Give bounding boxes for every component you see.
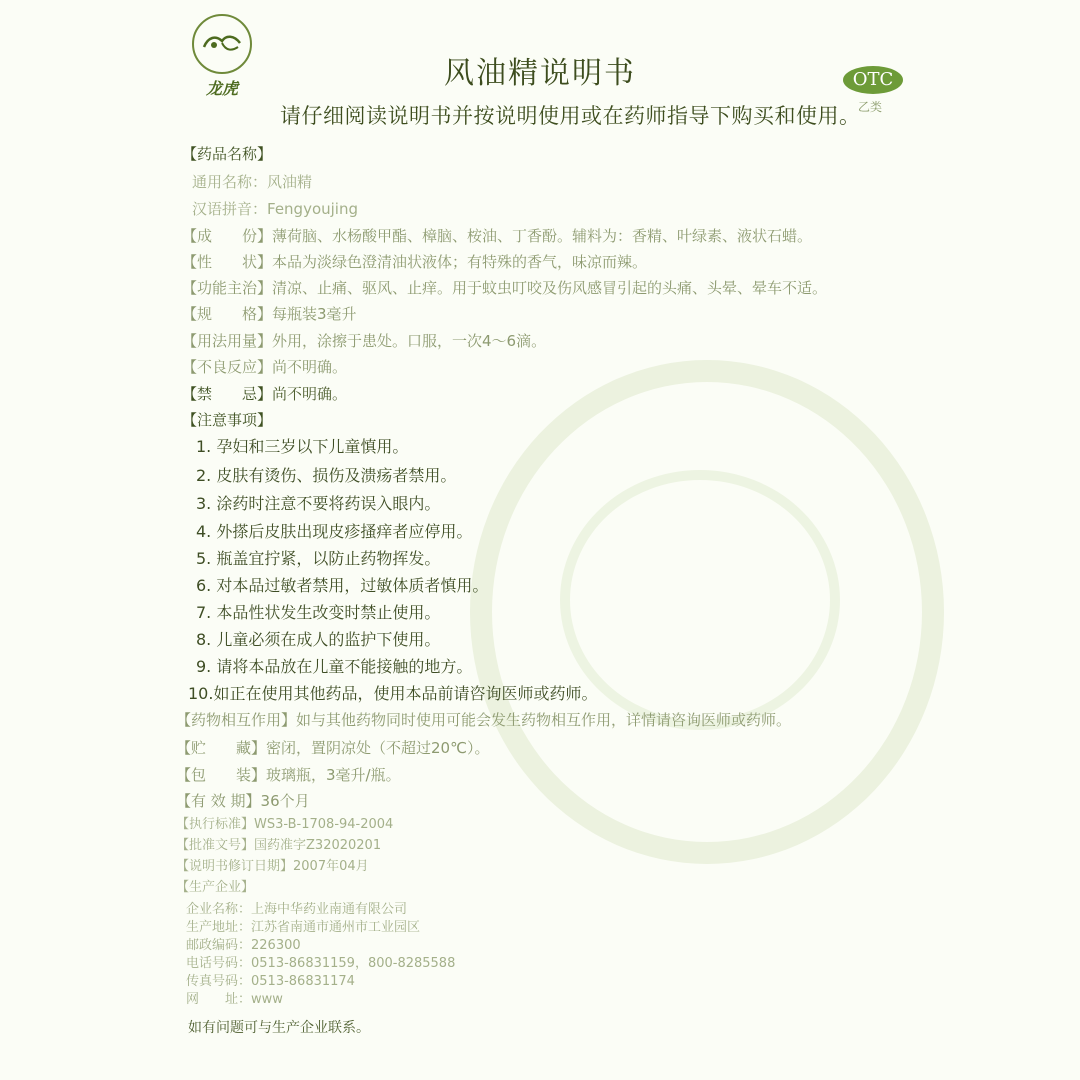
field-label: 【有 效 期】: [176, 792, 261, 810]
company-line: [186, 972, 355, 992]
precaution-item: 7. 本品性状发生改变时禁止使用。: [196, 603, 441, 622]
field-value: 本品为淡绿色澄清油状液体；有特殊的香气，味凉而辣。: [272, 253, 648, 271]
field-label: 【性 状】: [182, 253, 273, 271]
field-value: Fengyoujing: [267, 200, 359, 218]
field-adverse-reactions: [182, 357, 347, 377]
field-label: 【包 装】: [176, 766, 267, 784]
field-label: 通用名称：: [192, 173, 268, 191]
field-value: 风油精: [267, 173, 313, 191]
instruction-subtitle: 请仔细阅读说明书并按说明使用或在药师指导下购买和使用。: [280, 104, 861, 128]
company-text: 传真号码：0513-86831174: [186, 974, 355, 989]
field-shelf-life: [176, 791, 310, 811]
field-drug-name: [182, 144, 272, 164]
field-label: 【成 份】: [182, 227, 273, 245]
company-text: 电话号码：0513-86831159，800-8285588: [186, 956, 456, 971]
field-ingredients: [182, 226, 812, 246]
company-text: 企业名称：上海中华药业南通有限公司: [186, 902, 408, 917]
field-label: 【说明书修订日期】: [176, 859, 294, 874]
field-label: 【药品名称】: [182, 145, 273, 163]
precaution-item: 4. 外搽后皮肤出现皮疹搔痒者应停用。: [196, 522, 473, 541]
field-label: 【规 格】: [182, 305, 273, 323]
field-contraindications: [182, 384, 347, 404]
field-value: 清凉、止痛、驱风、止痒。用于蚊虫叮咬及伤风感冒引起的头痛、头晕、晕车不适。: [272, 279, 828, 297]
precaution-item: 1. 孕妇和三岁以下儿童慎用。: [196, 437, 409, 456]
field-value: 国药准字Z32020201: [254, 838, 382, 853]
field-common-name: [192, 172, 312, 192]
field-label: 【批准文号】: [176, 838, 255, 853]
company-line: [186, 936, 301, 956]
logo-text: 龙虎: [205, 79, 238, 98]
field-value: 薄荷脑、水杨酸甲酯、樟脑、桉油、丁香酚。辅料为：香精、叶绿素、液状石蜡。: [272, 227, 813, 245]
field-standard: [176, 815, 393, 835]
field-manufacturer-header: [176, 878, 254, 898]
company-text: 生产地址：江苏省南通市通州市工业园区: [186, 920, 421, 935]
field-label: 【贮 藏】: [176, 739, 267, 757]
field-packaging: [176, 765, 401, 785]
field-value: 每瓶装3毫升: [272, 305, 357, 323]
precaution-item: 10.如正在使用其他药品，使用本品前请咨询医师或药师。: [188, 684, 598, 703]
field-storage: [176, 738, 489, 758]
company-line: [186, 918, 420, 938]
contact-note: 如有问题可与生产企业联系。: [188, 1020, 370, 1036]
otc-class-label: 乙类: [858, 100, 883, 114]
field-label: 【功能主治】: [182, 279, 273, 297]
field-approval-number: [176, 836, 381, 856]
precaution-item: 9. 请将本品放在儿童不能接触的地方。: [196, 657, 473, 676]
company-line: [186, 900, 407, 920]
field-value: WS3-B-1708-94-2004: [254, 817, 394, 832]
company-text: 邮政编码：226300: [186, 938, 301, 953]
field-value: 外用，涂擦于患处。口服，一次4～6滴。: [272, 332, 547, 350]
company-line: [186, 990, 283, 1010]
field-appearance: [182, 252, 647, 272]
field-value: 2007年04月: [293, 859, 369, 874]
precaution-item: 3. 涂药时注意不要将药误入眼内。: [196, 494, 441, 513]
field-value: 尚不明确。: [272, 358, 348, 376]
field-pinyin: [192, 199, 358, 219]
field-label: 【不良反应】: [182, 358, 273, 376]
field-label: 【执行标准】: [176, 817, 255, 832]
field-specification: [182, 304, 357, 324]
field-value: 尚不明确。: [272, 385, 348, 403]
field-drug-interactions: [176, 710, 791, 730]
field-label: 汉语拼音：: [192, 200, 268, 218]
field-label: 【药物相互作用】: [176, 711, 297, 729]
field-label: 【生产企业】: [176, 880, 255, 895]
precaution-item: 2. 皮肤有烫伤、损伤及溃疡者禁用。: [196, 466, 457, 485]
field-dosage: [182, 331, 546, 351]
field-indications: [182, 278, 827, 298]
page-title: 风油精说明书: [444, 56, 636, 91]
company-text: 网 址：www: [186, 992, 283, 1007]
field-value: 如与其他药物同时使用可能会发生药物相互作用，详情请咨询医师或药师。: [296, 711, 792, 729]
otc-badge: OTC: [843, 66, 903, 94]
field-value: 密闭，置阴凉处（不超过20℃）。: [266, 739, 490, 757]
field-value: 36个月: [260, 792, 310, 810]
precaution-item: 8. 儿童必须在成人的监护下使用。: [196, 630, 441, 649]
field-label: 【注意事项】: [182, 411, 273, 429]
field-label: 【用法用量】: [182, 332, 273, 350]
field-precautions-header: [182, 410, 272, 430]
precaution-item: 6. 对本品过敏者禁用，过敏体质者慎用。: [196, 576, 489, 595]
field-revision-date: [176, 857, 369, 877]
field-value: 玻璃瓶，3毫升/瓶。: [266, 766, 401, 784]
company-line: [186, 954, 455, 974]
precaution-item: 5. 瓶盖宜拧紧，以防止药物挥发。: [196, 549, 441, 568]
field-label: 【禁 忌】: [182, 385, 273, 403]
